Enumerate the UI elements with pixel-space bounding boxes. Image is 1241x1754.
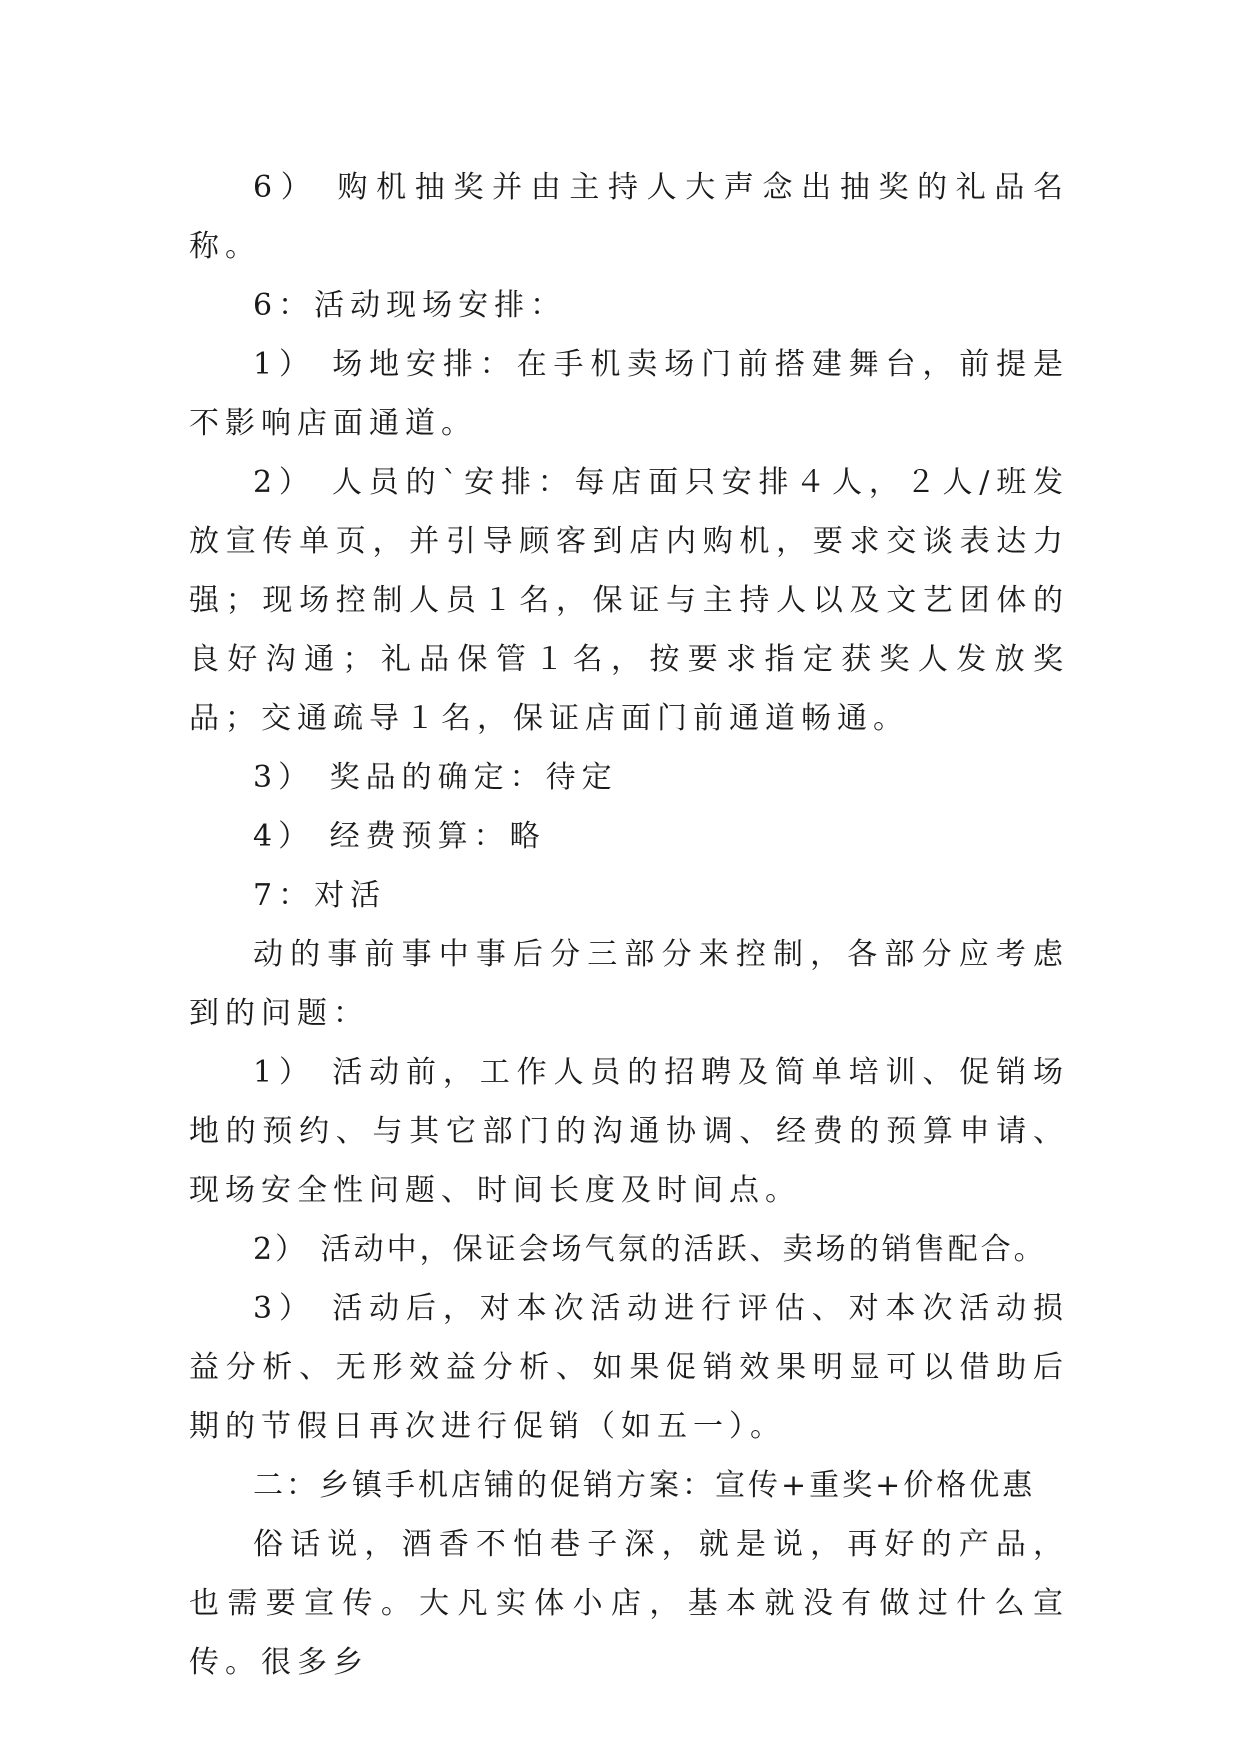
- paragraph-lottery: 6） 购机抽奖并由主持人大声念出抽奖的礼品名称。: [189, 170, 1069, 264]
- document-body: [189, 158, 1069, 1692]
- paragraph-after-event: 3） 活动后，对本次活动进行评估、对本次活动损益分析、无形效益分析、如果促销效果明显可以借助后期的节假日再次进行促销（如五一）。: [189, 1291, 1069, 1444]
- paragraph-budget: 4） 经费预算：略: [253, 819, 546, 854]
- paragraph-section-7-heading: 7：对活: [253, 878, 387, 913]
- paragraph-section-2-heading: 二：乡镇手机店铺的促销方案：宣传+重奖+价格优惠: [253, 1468, 1036, 1503]
- paragraph-before-event: 1） 活动前，工作人员的招聘及简单培训、促销场地的预约、与其它部门的沟通协调、经费的预算申请、现场安全性问题、时间长度及时间点。: [189, 1055, 1069, 1208]
- paragraph-section-6-heading: 6：活动现场安排：: [253, 288, 567, 323]
- paragraph-staffing: 2） 人员的`安排：每店面只安排４人，２人/班发放宣传单页，并引导顾客到店内购机，要求交谈表达力强；现场控制人员１名，保证与主持人以及文艺团体的良好沟通；礼品保管１名，按要求指定获奖人发放奖品；交通疏导１名，保证店面门前通道畅通。: [189, 465, 1069, 736]
- paragraph-venue: 1） 场地安排：在手机卖场门前搭建舞台，前提是不影响店面通道。: [189, 347, 1069, 441]
- paragraph-promotion-text: 俗话说，酒香不怕巷子深，就是说，再好的产品，也需要宣传。大凡实体小店，基本就没有做过什么宣传。很多乡: [189, 1527, 1069, 1680]
- paragraph-during-event: 2） 活动中，保证会场气氛的活跃、卖场的销售配合。: [253, 1232, 1047, 1267]
- paragraph-prizes: 3） 奖品的确定：待定: [253, 760, 618, 795]
- paragraph-control-intro: 动的事前事中事后分三部分来控制，各部分应考虑到的问题：: [189, 937, 1069, 1031]
